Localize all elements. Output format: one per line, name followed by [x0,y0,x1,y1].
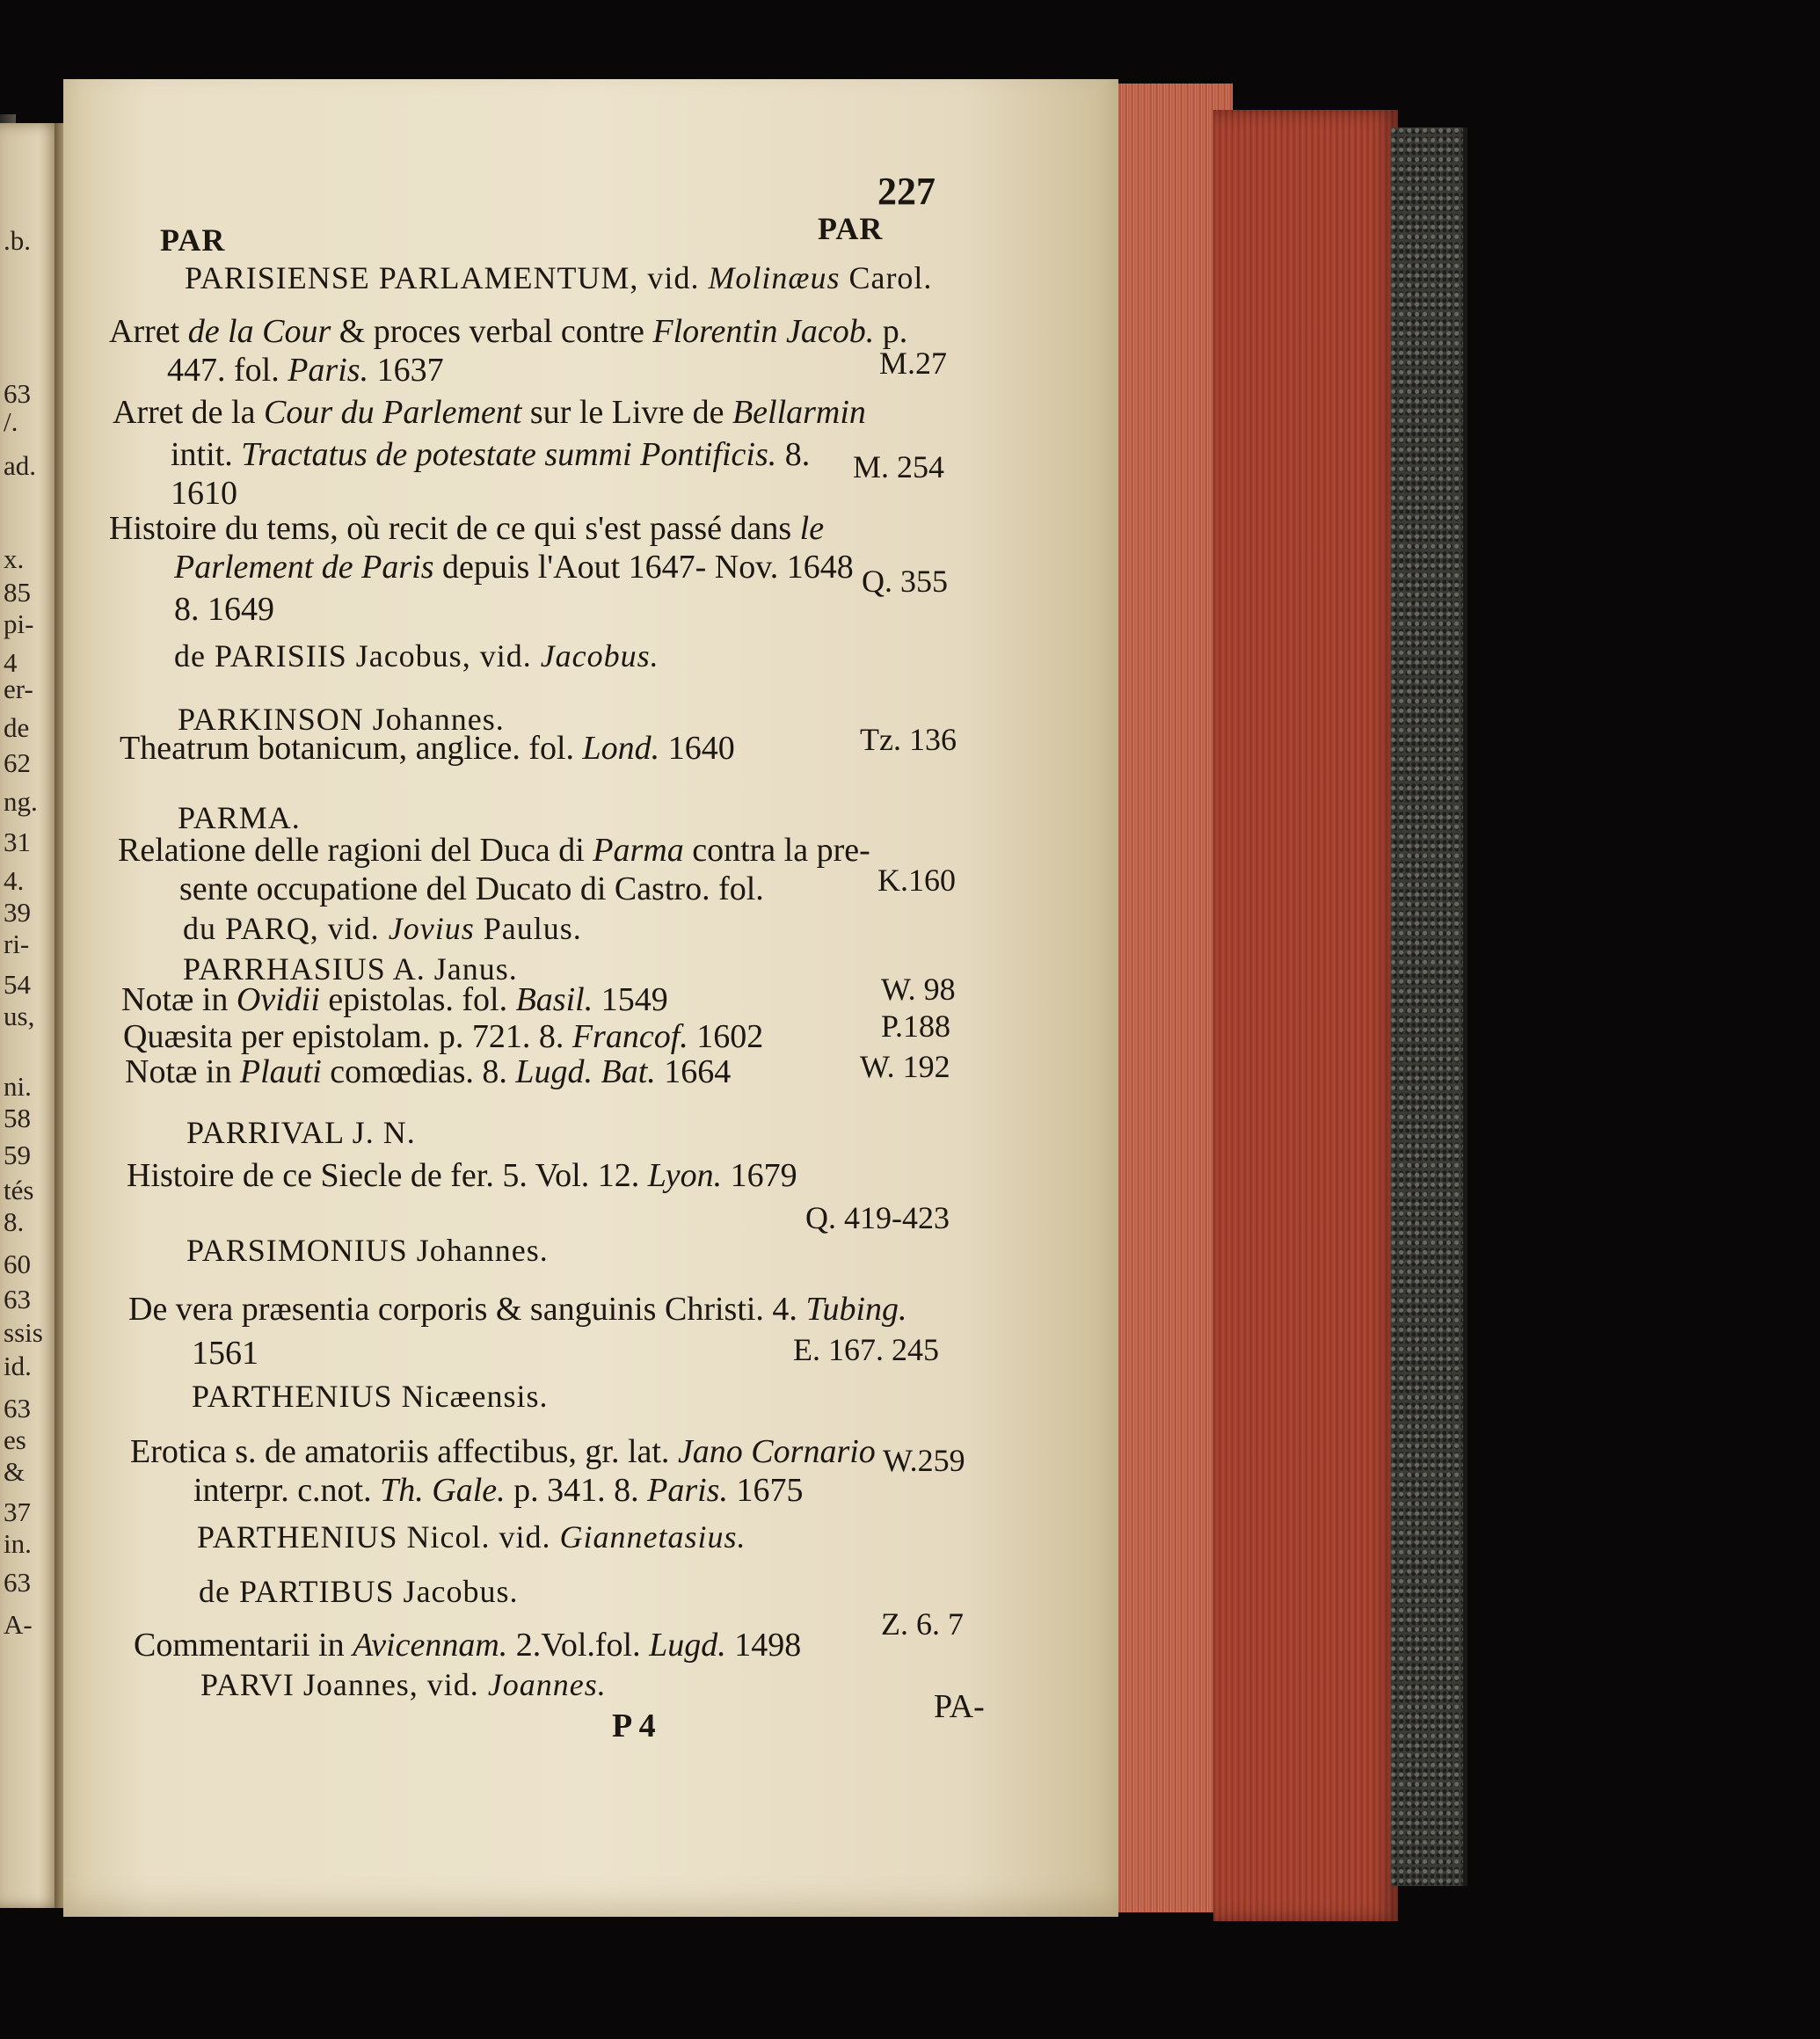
left-page-fragment: 4 [4,647,18,678]
entry-line: 8. 1649 [174,591,274,628]
entry-heading: de PARTIBUS Jacobus. [199,1574,519,1609]
left-page-fragment: & [4,1456,25,1487]
shelf-mark: W.259 [883,1443,965,1478]
left-page-fragment: /. [4,406,18,437]
shelf-mark: K.160 [877,863,956,898]
left-page-fragment: es [4,1424,26,1455]
entry-line: Parlement de Paris depuis l'Aout 1647- Nov. 1648 [174,549,854,586]
page-number: 227 [877,170,935,213]
entry-line: sente occupatione del Ducato di Castro. fol. [179,870,764,907]
left-page-fragment: ad. [4,450,37,481]
entry-heading: PARRIVAL J. N. [186,1115,416,1150]
entry-line: intit. Tractatus de potestate summi Pontificis. 8. [171,436,811,473]
entry-line: 1610 [171,475,237,512]
left-page-fragment: ni. [4,1071,32,1102]
page-block-edge [1213,110,1398,1921]
left-page-fragment: pi- [4,608,34,639]
left-page-fragment: 62 [4,747,31,778]
shelf-mark: Z. 6. 7 [881,1606,964,1642]
left-page-fragment: 37 [4,1496,31,1527]
left-page-fragment: ssis [4,1317,43,1348]
shelf-mark: W. 98 [881,972,956,1007]
left-page-fragment: 59 [4,1140,31,1170]
entry-heading: PARTHENIUS Nicæensis. [192,1379,549,1414]
entry-line: 447. fol. Paris. 1637 [167,352,444,389]
left-page-fragment: 39 [4,897,31,928]
left-page-fragment: 31 [4,827,31,857]
shelf-mark: Tz. 136 [860,722,957,757]
left-page-fragment: 63 [4,1284,31,1314]
left-page-fragment: 85 [4,577,31,608]
entry-line: Erotica s. de amatoriis affectibus, gr. lat. Jano Cornario [130,1433,876,1470]
left-page-fragment: 63 [4,378,31,409]
entry-heading: PARISIENSE PARLAMENTUM, vid. Molinæus Carol. [185,260,933,295]
entry-line: Theatrum botanicum, anglice. fol. Lond. 1640 [120,730,735,767]
entry-heading: PARTHENIUS Nicol. vid. Giannetasius. [197,1519,746,1555]
left-page-fragment: 60 [4,1249,31,1279]
entry-heading: PARKINSON Johannes. [178,702,505,737]
left-page-fragment: 54 [4,969,31,1000]
entry-line: De vera præsentia corporis & sanguinis Christi. 4. Tubing. [128,1291,907,1328]
entry-line: Histoire du tems, où recit de ce qui s'est passé dans le [109,510,825,547]
left-page-fragment: .b. [4,225,31,256]
entry-line: Commentarii in Avicennam. 2.Vol.fol. Lugd. 1498 [134,1627,802,1664]
left-page-fragment: ng. [4,786,38,817]
entry-line: Quæsita per epistolam. p. 721. 8. Francof. 1602 [123,1018,764,1055]
signature-mark: P 4 [612,1708,656,1744]
left-page-fragment: ri- [4,928,30,959]
entry-line: interpr. c.not. Th. Gale. p. 341. 8. Paris. 1675 [193,1472,804,1509]
left-page-fragment: er- [4,674,33,704]
shelf-mark: M. 254 [853,449,945,484]
entry-heading: PARMA. [178,800,301,835]
shelf-mark: W. 192 [860,1049,950,1084]
entry-heading: de PARISIIS Jacobus, vid. Jacobus. [174,638,659,674]
entry-line: Arret de la Cour du Parlement sur le Livre de Bellarmin [113,394,866,431]
left-page-fragment: in. [4,1528,32,1559]
entry-line: Notæ in Plauti comœdias. 8. Lugd. Bat. 1664 [125,1053,732,1090]
shelf-mark: M.27 [879,346,948,381]
left-page-fragment: 63 [4,1567,31,1598]
entry-line: Notæ in Ovidii epistolas. fol. Basil. 1549 [121,981,668,1018]
entry-line: Histoire de ce Siecle de fer. 5. Vol. 12. Lyon. 1679 [127,1157,797,1194]
entry-line: Arret de la Cour & proces verbal contre Florentin Jacob. p. [109,313,908,350]
left-page-fragment: 58 [4,1103,31,1133]
left-page-fragment: x. [4,543,25,574]
entry-heading: PARSIMONIUS Johannes. [186,1233,549,1268]
entry-line: 1561 [192,1335,258,1372]
entry-heading: du PARQ, vid. Jovius Paulus. [183,911,582,946]
running-head-left: PAR [160,222,226,258]
left-page-fragment: 8. [4,1206,25,1237]
shelf-mark: E. 167. 245 [793,1332,939,1367]
entry-heading: PARVI Joannes, vid. Joannes. [200,1667,607,1702]
left-page-fragment: tés [4,1175,34,1205]
shelf-mark: Q. 419-423 [805,1200,950,1235]
catchword: PA- [934,1688,985,1725]
entry-heading: PARRHASIUS A. Janus. [183,951,518,987]
left-page-fragment: us, [4,1001,35,1031]
book-cover-edge [1391,127,1467,1886]
left-page-fragment: 63 [4,1393,31,1424]
left-page-fragment: de [4,712,30,743]
running-head-right: PAR [818,211,884,246]
left-page-fragment: 4. [4,865,25,896]
left-page-fragment: A- [4,1609,33,1640]
shelf-mark: Q. 355 [862,564,948,599]
entry-line: Relatione delle ragioni del Duca di Parma contra la pre- [118,832,870,869]
left-page-fragment: id. [4,1351,32,1381]
shelf-mark: P.188 [881,1009,951,1044]
